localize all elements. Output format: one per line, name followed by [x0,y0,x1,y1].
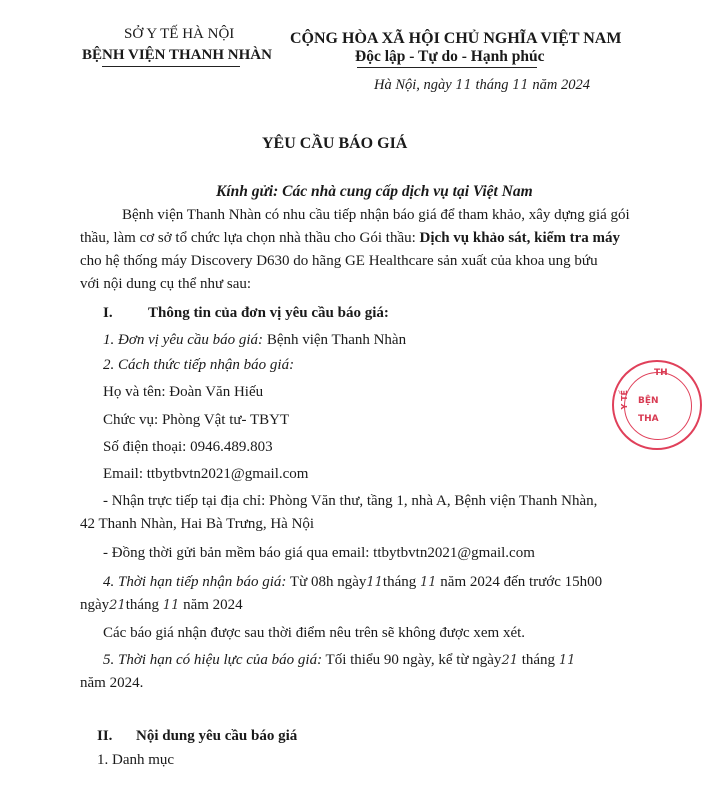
soft-copy-instruction: - Đồng thời gửi bản mềm báo giá qua email: ttbytbvtn2021@gmail.com [103,545,535,561]
requesting-unit-label: 1. Đơn vị yêu cầu báo giá: [103,332,264,348]
deadline-end-year: năm 2024 [179,597,243,613]
deadline-month-label: tháng [382,574,417,590]
deadline-line-1 [103,574,602,591]
official-stamp [612,360,702,450]
section-2-number: II. [97,728,113,744]
hospital-name: BỆNH VIỆN THANH NHÀN [82,47,272,63]
contact-position: Chức vụ: Phòng Vật tư- TBYT [103,412,290,428]
deadline-end-month-label: tháng [125,597,160,613]
date-day: 11 [455,78,472,93]
receiving-method-label: 2. Cách thức tiếp nhận báo giá: [103,357,295,373]
deadline-day-label: ngày [80,597,110,613]
validity-label: 5. Thời hạn có hiệu lực của báo giá: [103,652,323,668]
section-1-number: I. [103,305,113,321]
validity-month: 11 [558,653,576,668]
late-submission-note: Các báo giá nhận được sau thời điểm nêu trên sẽ không được xem xét. [103,625,526,641]
validity-line-2: năm 2024. [80,675,144,691]
deadline-start-month: 11 [419,575,437,590]
national-motto: Độc lập - Tự do - Hạnh phúc [355,48,545,65]
ministry-name: SỞ Y TẾ HÀ NỘI [124,26,235,42]
direct-delivery-line-1: - Nhận trực tiếp tại địa chỉ: Phòng Văn thư, tầng 1, nhà A, Bệnh viện Thanh Nhàn, [103,493,598,509]
deadline-label: 4. Thời hạn tiếp nhận báo giá: [103,574,287,590]
contact-email: Email: ttbytbvtn2021@gmail.com [103,466,309,482]
motto-underline [357,67,537,68]
direct-delivery-line-2: 42 Thanh Nhàn, Hai Bà Trưng, Hà Nội [80,516,315,532]
validity-text: Tối thiểu 90 ngày, kể từ ngày [322,652,502,668]
requesting-unit [103,332,406,349]
stamp-text-left: Y TẾ [620,390,629,410]
validity-day: 21 [501,653,518,668]
section-2-item-1: 1. Danh mục [97,752,175,768]
package-name: Dịch vụ khảo sát, kiểm tra máy [419,230,620,246]
contact-name: Họ và tên: Đoàn Văn Hiếu [103,384,264,400]
document-title: YÊU CẦU BÁO GIÁ [262,135,408,152]
intro-line-3: cho hệ thống máy Discovery D630 do hãng GE Healthcare sản xuất của khoa ung bứu [80,253,598,269]
contact-phone: Số điện thoại: 0946.489.803 [103,439,273,455]
date-month-label: tháng [475,77,509,93]
section-1-title: Thông tin của đơn vị yêu cầu báo giá: [148,305,389,321]
date-year: năm 2024 [532,77,590,93]
intro-line-1: Bệnh viện Thanh Nhàn có nhu cầu tiếp nhận báo giá để tham khảo, xây dựng giá gói [122,207,630,223]
deadline-from: Từ 08h ngày [286,574,367,590]
stamp-inner-ring [624,372,692,440]
intro-line-2-text: thầu, làm cơ sở tổ chức lựa chọn nhà thầu cho Gói thầu: [80,230,420,246]
section-2-title: Nội dung yêu cầu báo giá [136,728,298,744]
stamp-text-mid-1: BỆN [638,396,659,406]
nation-title: CỘNG HÒA XÃ HỘI CHỦ NGHĨA VIỆT NAM [290,30,622,47]
intro-line-2 [80,230,620,247]
validity-line-1 [103,652,575,669]
greeting: Kính gửi: Các nhà cung cấp dịch vụ tại Việt Nam [216,183,533,200]
date-prefix: Hà Nội, ngày [374,77,452,93]
deadline-end-day: 21 [109,598,126,613]
intro-line-4: với nội dung cụ thể như sau: [80,276,252,292]
validity-month-label: tháng [517,652,559,668]
deadline-start-day: 11 [366,575,383,590]
dateline [374,77,590,94]
hospital-underline [102,66,240,67]
requesting-unit-value: Bệnh viện Thanh Nhàn [263,332,407,348]
deadline-until: năm 2024 đến trước 15h00 [436,574,603,590]
deadline-line-2 [80,597,243,614]
stamp-text-mid-2: THA [638,414,659,424]
stamp-text-top: TH [654,368,668,378]
deadline-end-month: 11 [162,598,180,613]
date-month: 11 [512,78,529,93]
